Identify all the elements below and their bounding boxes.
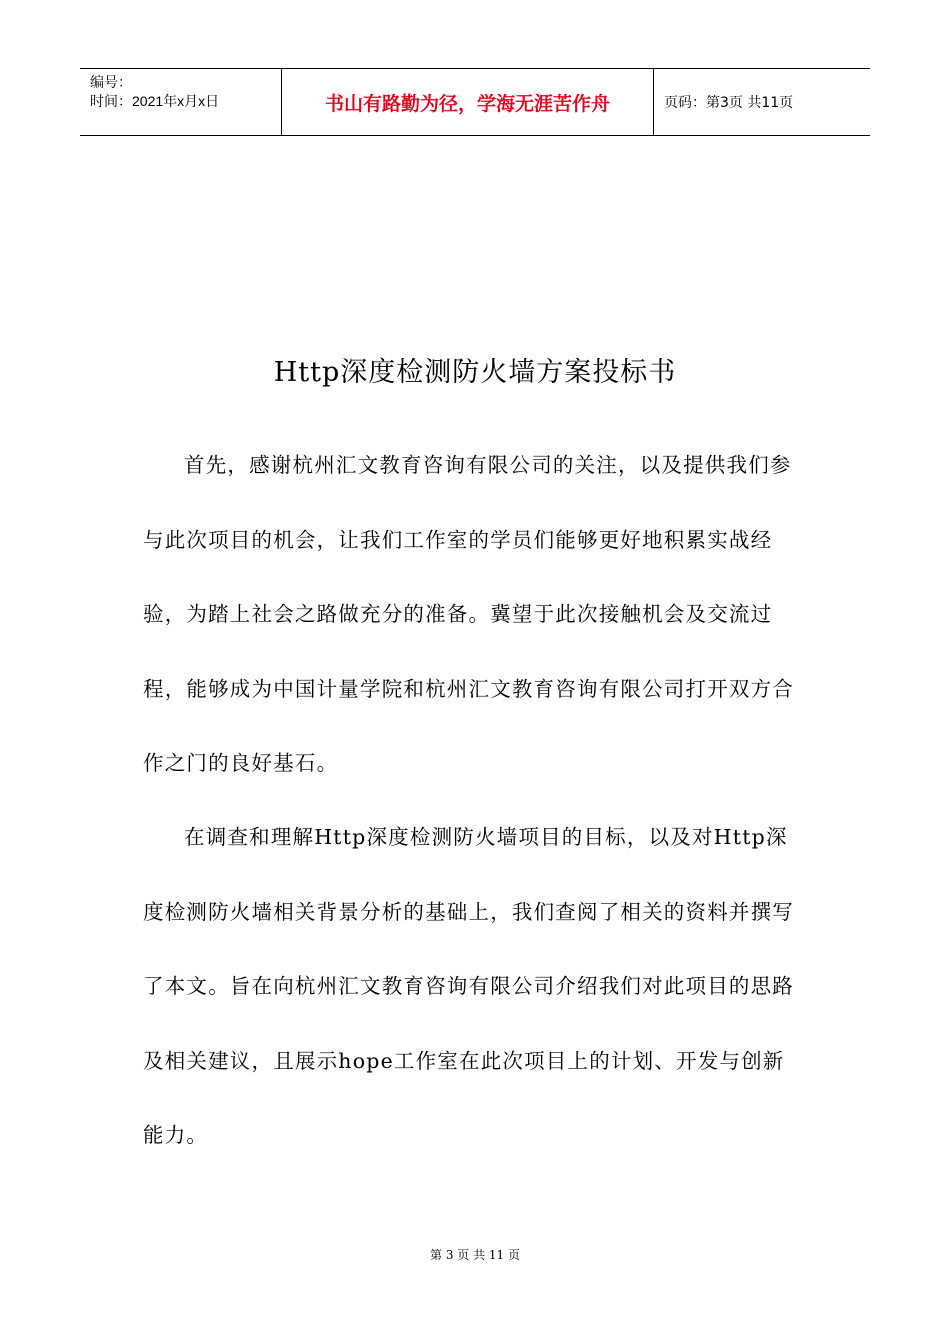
header-meta [80, 69, 282, 135]
paragraph-intro: 首先，感谢杭州汇文教育咨询有限公司的关注，以及提供我们参与此次项目的机会，让我们工作室的学员们能够更好地积累实战经验，为踏上社会之路做充分的准备。冀望于此次接触机会及交流过程，能够成为中国计量学院和杭州汇文教育咨询有限公司打开双方合作之门的良好基石。 [143, 453, 794, 775]
number-label: 编号： [90, 74, 132, 90]
header-page-info: 页码：第3页 共11页 [664, 95, 794, 111]
time-label: 时间：2021年x月x日 [90, 93, 220, 109]
page-footer: 第 3 页 共 11 页 [430, 1248, 520, 1262]
paragraph-purpose: 在调查和理解Http深度检测防火墙项目的目标，以及对Http深度检测防火墙相关背景分析的基础上，我们查阅了相关的资料并撰写了本文。旨在向杭州汇文教育咨询有限公司介绍我们对此项目的思路及相关建议，且展示hope工作室在此次项目上的计划、开发与创新能力。 [143, 825, 794, 1147]
header-motto: 书山有路勤为径，学海无涯苦作舟 [282, 69, 654, 135]
page-header [80, 68, 870, 136]
document-title: Http深度检测防火墙方案投标书 [273, 357, 677, 388]
